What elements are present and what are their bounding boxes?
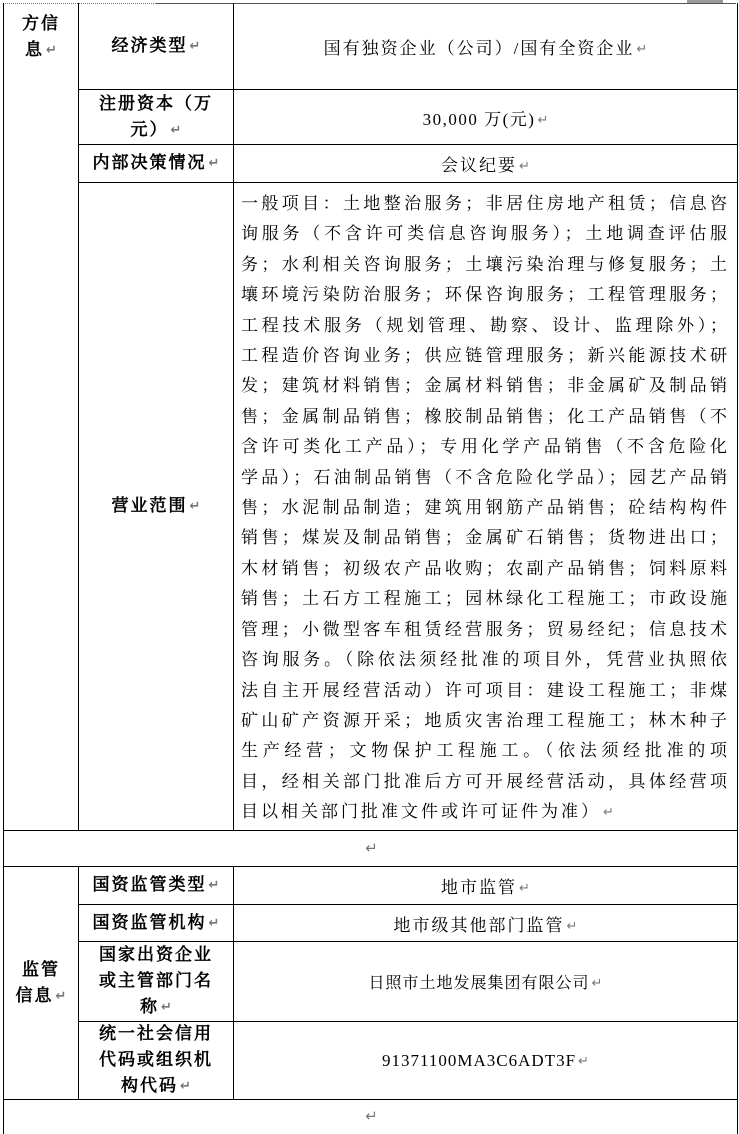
paragraph-mark: ↵ — [603, 805, 614, 821]
label-text: 国资监管机构 — [92, 912, 207, 932]
label-text: 内部决策情况 — [92, 153, 207, 172]
label-text: 注册资本（万元） — [99, 93, 213, 139]
value-text: 国有独资企业（公司）/国有全资企业 — [323, 38, 635, 58]
label-registered-capital — [79, 90, 234, 145]
info-table — [3, 3, 738, 1134]
value-text: 地市级其他部门监管 — [393, 915, 565, 935]
paragraph-mark: ↵ — [161, 1000, 172, 1015]
value-text: 日照市土地发展集团有限公司 — [368, 975, 590, 992]
paragraph-mark: ↵ — [365, 1107, 378, 1125]
paragraph-mark: ↵ — [519, 881, 530, 896]
value-unified-social-credit-code — [234, 1022, 737, 1100]
paragraph-mark: ↵ — [591, 976, 603, 991]
paragraph-mark: ↵ — [578, 1053, 589, 1069]
label-internal-decision — [79, 145, 234, 183]
value-state-funded-enterprise-name — [234, 942, 737, 1022]
paragraph-mark: ↵ — [180, 1079, 191, 1094]
label-text: 统一社会信用代码或组织机构代码 — [99, 1024, 213, 1095]
label-unified-social-credit-code — [79, 1022, 234, 1100]
value-internal-decision — [234, 145, 737, 183]
spacer-row — [4, 831, 737, 867]
paragraph-mark: ↵ — [170, 122, 182, 138]
paragraph-mark: ↵ — [208, 915, 220, 931]
paragraph-mark: ↵ — [566, 918, 578, 934]
paragraph-mark: ↵ — [208, 878, 220, 893]
paragraph-mark: ↵ — [636, 41, 648, 57]
value-registered-capital — [234, 90, 737, 145]
value-economic-type — [234, 3, 737, 90]
label-text: 国资监管类型 — [92, 875, 207, 894]
paragraph-mark: ↵ — [55, 988, 67, 1004]
paragraph-mark: ↵ — [189, 499, 201, 514]
label-economic-type — [79, 3, 234, 90]
section-header-supervision-info-label: 监管信息 — [15, 959, 60, 1005]
label-text: 国家出资企业或主管部门名称 — [99, 945, 213, 1016]
paragraph-mark: ↵ — [208, 156, 220, 171]
section-header-party-info — [4, 3, 79, 831]
value-text: 会议纪要 — [441, 156, 518, 175]
label-business-scope — [79, 183, 234, 831]
spacer-row-bottom — [4, 1100, 737, 1134]
label-text: 经济类型 — [111, 35, 188, 55]
paragraph-mark: ↵ — [189, 38, 201, 54]
label-sasac-supervision-type — [79, 867, 234, 905]
paragraph-mark: ↵ — [537, 112, 549, 128]
label-state-funded-enterprise-name — [79, 942, 234, 1022]
label-text: 营业范围 — [111, 496, 188, 515]
value-sasac-supervision-type — [234, 867, 737, 905]
value-sasac-supervision-agency — [234, 905, 737, 942]
value-text: 地市监管 — [441, 878, 518, 897]
section-header-party-info-label: 方信息 — [22, 14, 60, 59]
business-scope-text: 一般项目：土地整治服务；非居住房地产租赁；信息咨询服务（不含许可类信息咨询服务）；土地调查评估服务；水利相关咨询服务；土壤污染治理与修复服务；土壤环境污染防治服务；环保咨询服务；工程管理服务；工程技术服务（规划管理、勘察、设计、监理除外）；工程造价咨询业务；供应链管理服务；新兴能源技术研发；建筑材料销售；金属材料销售；非金属矿及制品销售；金属制品销售；橡胶制品销售；化工产品销售（不含许可类化工产品）；专用化学产品销售（不含危险化学品）；石油制品销售（不含危险化学品）；园艺产品销售；水泥制品制造；建筑用钢筋产品销售；砼结构构件销售；煤炭及制品销售；金属矿石销售；货物进出口；木材销售；初级农产品收购；农副产品销售；饲料原料销售；土石方工程施工；园林绿化工程施工；市政设施管理；小微型客车租赁经营服务；贸易经纪；信息技术咨询服务。（除依法须经批准的项目外，凭营业执照依法自主开展经营活动）许可项目：建设工程施工；非煤矿山矿产资源开采；地质灾害治理工程施工；林木种子生产经营；文物保护工程施工。（依法须经批准的项目，经相关部门批准后方可开展经营活动，具体经营项目以相关部门批准文件或许可证件为准） — [241, 194, 730, 822]
paragraph-mark: ↵ — [365, 838, 378, 857]
paragraph-mark: ↵ — [519, 159, 530, 174]
value-text: 30,000 万(元) — [422, 109, 536, 129]
value-business-scope — [234, 183, 737, 831]
value-text: 91371100MA3C6ADT3F — [382, 1050, 577, 1070]
section-header-supervision-info — [4, 867, 79, 1100]
label-sasac-supervision-agency — [79, 905, 234, 942]
paragraph-mark: ↵ — [46, 43, 57, 58]
